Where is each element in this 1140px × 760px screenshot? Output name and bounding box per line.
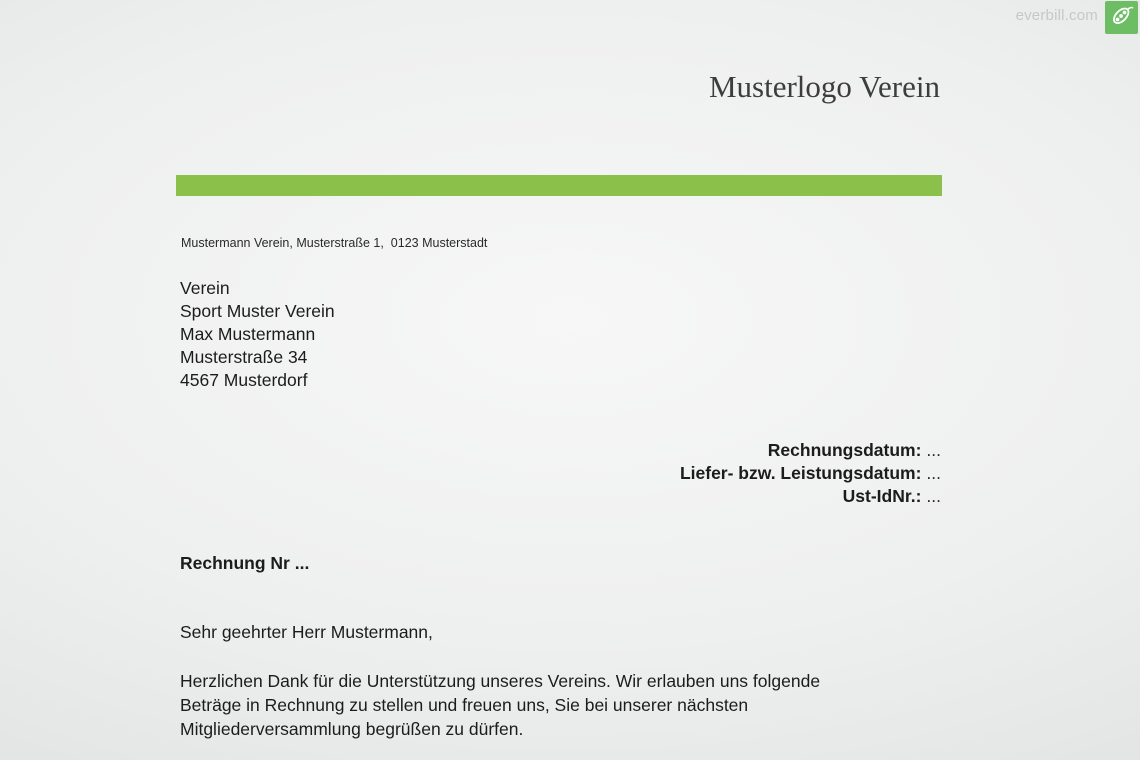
invoice-subject: Rechnung Nr ... <box>180 553 310 573</box>
watermark-text: everbill.com <box>1015 7 1098 24</box>
meta-value: ... <box>926 440 941 460</box>
meta-label: Ust-IdNr.: <box>842 486 922 506</box>
recipient-line: 4567 Musterdorf <box>180 370 308 390</box>
recipient-line: Sport Muster Verein <box>180 301 335 321</box>
sender-address-line: Mustermann Verein, Musterstraße 1, 0123 Musterstadt <box>181 236 488 250</box>
body-line: Mitgliederversammlung begrüßen zu dürfen. <box>180 719 524 739</box>
body-line: Beträge in Rechnung zu stellen und freuen uns, Sie bei unserer nächsten <box>180 695 749 715</box>
invoice-meta-block <box>680 439 941 508</box>
meta-label: Liefer- bzw. Leistungsdatum: <box>679 463 922 483</box>
recipient-line: Musterstraße 34 <box>180 347 308 367</box>
letter-body <box>180 669 820 741</box>
recipient-line: Max Mustermann <box>180 324 316 344</box>
everbill-logo <box>1105 1 1138 34</box>
pea-pod-icon <box>1109 2 1135 33</box>
meta-value: ... <box>926 463 941 483</box>
recipient-line: Verein <box>180 278 230 298</box>
meta-row-delivery-date <box>680 462 941 485</box>
recipient-address-block <box>180 277 335 392</box>
meta-label: Rechnungsdatum: <box>767 440 922 460</box>
company-logo-text: Musterlogo Verein <box>708 69 940 104</box>
body-line: Herzlichen Dank für die Unterstützung unseres Vereins. Wir erlauben uns folgende <box>180 671 821 691</box>
meta-row-invoice-date <box>680 439 941 462</box>
meta-value: ... <box>926 486 941 506</box>
letterhead-bar <box>176 175 942 196</box>
meta-row-vat-id <box>680 485 941 508</box>
salutation: Sehr geehrter Herr Mustermann, <box>180 622 433 642</box>
